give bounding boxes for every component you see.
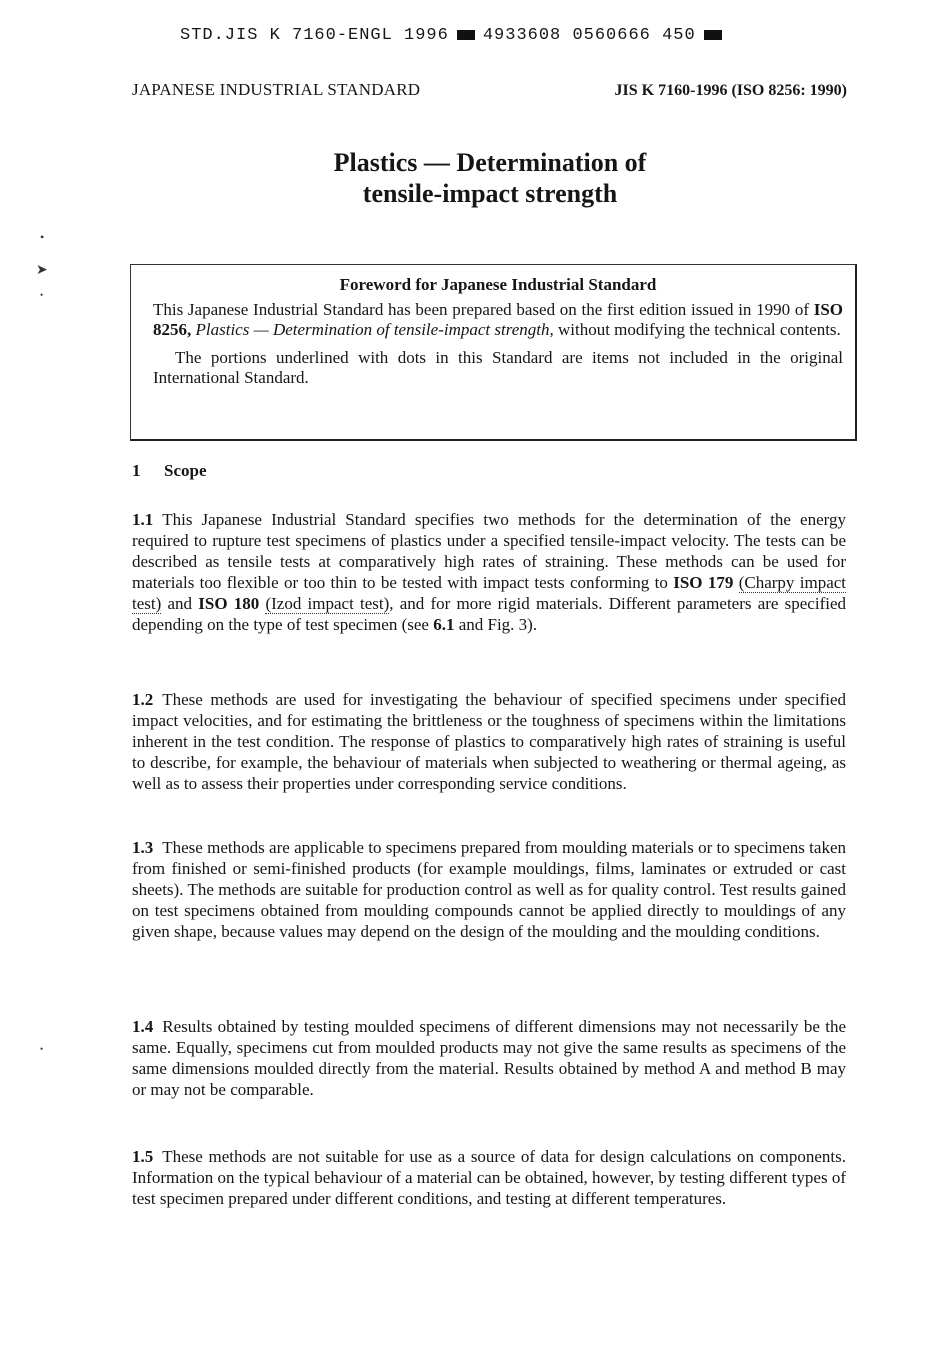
clause-text: and Fig. 3). [454,615,538,634]
foreword-text: This Japanese Industrial Standard has been prepared based on the first edition issued in 1990 of [153,300,814,319]
clause-number: 1.3 [132,838,154,857]
charpy-note: (Charpy impact test) [132,573,847,613]
clause-text: These methods are applicable to specimens prepared from moulding materials or to specimens taken from finished or semi-finished products (for example mouldings, films, laminates or extruded or cast sheets). The methods are suitable for production control as well as for quality control. Test results gained on test specimens obtained from moulding compounds cannot be applied directly to mouldings of any given shape, because values may depend on the design of the moulding and the moulding conditions. [132,838,846,941]
stamp-block [704,30,722,40]
clause-number: 1.1 [132,510,154,529]
stamp-code: STD.JIS K 7160-ENGL 1996 [180,26,449,45]
foreword-paragraph-2: The portions underlined with dots in this Standard are items not included in the original International Standard. [153,348,843,387]
page-title [0,147,950,209]
title-line-1: Plastics — Determination of [333,148,647,177]
clause-1-4 [132,1016,846,1100]
clause-1-1 [132,509,846,635]
izod-note: (Izod impact test) [265,594,390,613]
iso-179-reference: ISO 179 [673,573,734,592]
clause-1-5 [132,1146,846,1209]
clause-text: This Japanese Industrial Standard specifies two methods for the determination of the energy required to rupture test specimens of plastics under a specified tensile-impact velocity. The tests can be described as tensile tests at comparatively high rates of straining. These methods can be used for materials too flexible or too thin to be tested with impact tests conforming to [132,510,846,592]
clause-number: 1.4 [132,1017,154,1036]
clause-text: Results obtained by testing moulded specimens of different dimensions may not necessarily be the same. Equally, specimens cut from moulded products may not give the same results as specimens of the same dimensions moulded directly from the material. Results obtained by method A and method B may or may not be comparable. [132,1017,846,1099]
margin-dot: • [40,290,44,300]
header-standard-number: JIS K 7160-1996 (ISO 8256: 1990) [614,82,847,99]
foreword-heading: Foreword for Japanese Industrial Standard [339,275,657,294]
iso-180-reference: ISO 180 [198,594,260,613]
iso-reference: ISO 8256, [153,300,843,339]
stamp-number: 4933608 0560666 450 [482,26,696,45]
clause-text: These methods are not suitable for use as a source of data for design calculations on components. Information on the typical behaviour of a material can be obtained, however, by testing different types of test specimen prepared under different conditions, and testing at different temperatures. [132,1147,846,1208]
clause-number: 1.2 [132,690,154,709]
clause-1-2 [132,689,846,794]
header-publisher: JAPANESE INDUSTRIAL STANDARD [132,80,421,99]
section-number: 1 [132,461,141,480]
clause-text: , and for more rigid materials. Different parameters are specified depending on the type of test specimen (see [132,594,847,634]
foreword-text: without modifying the technical contents. [553,320,841,339]
clause-1-3 [132,837,846,942]
foreword-box [130,264,857,441]
clause-text: and [161,594,199,613]
title-line-2: tensile-impact strength [362,179,618,208]
clause-number: 1.5 [132,1147,154,1166]
clause-reference: 6.1 [433,615,455,634]
section-title: Scope [164,461,207,480]
margin-arrow-icon: ➤ [36,263,48,278]
clause-text: These methods are used for investigating the behaviour of specified specimens under specified impact velocities, and for estimating the brittleness or the toughness of specimens within the limitations inherent in the test condition. The response of plastics to comparatively high rates of straining is useful to describe, for example, the behaviour of materials when subjected to weathering or thermal ageing, as well as to assess their properties under corresponding service conditions. [132,690,846,793]
document-stamp [180,26,730,45]
margin-dot: • [40,230,45,244]
margin-dot: • [40,1044,44,1054]
stamp-block [457,30,475,40]
section-heading [132,461,207,481]
foreword-paragraph-1 [153,300,843,340]
iso-title: Plastics — Determination of tensile-impact strength, [191,320,554,339]
